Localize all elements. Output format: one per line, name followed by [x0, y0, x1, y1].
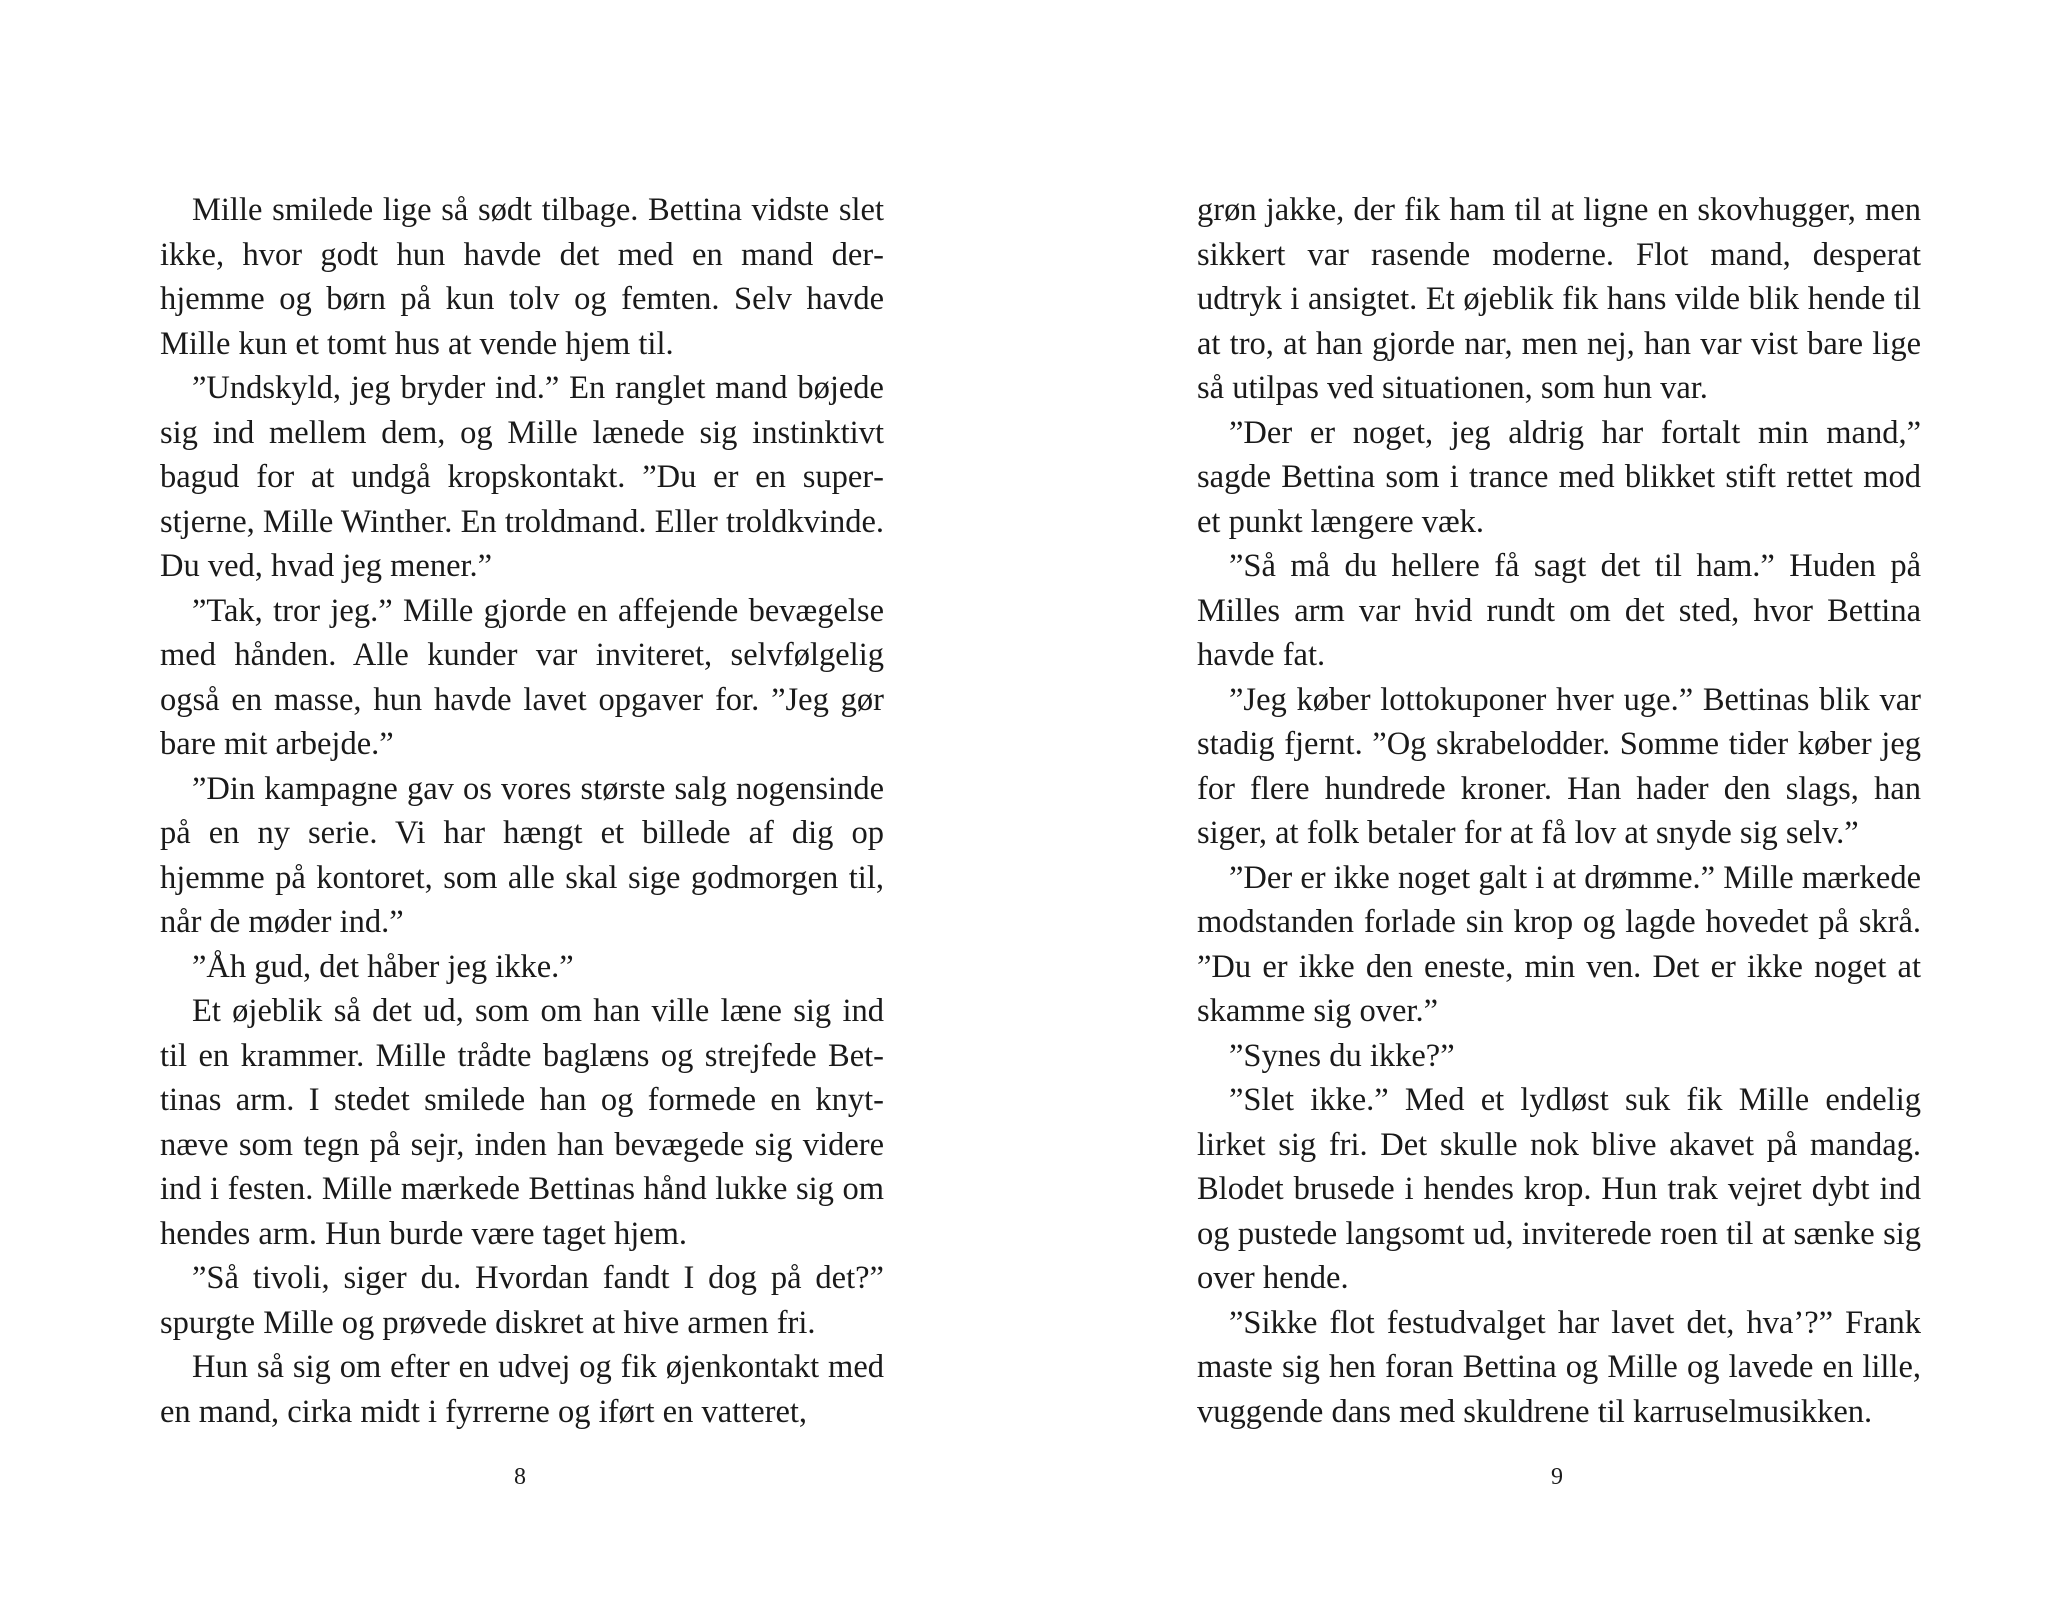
page-number-right: 9 — [1551, 1464, 1563, 1490]
right-page-text — [1197, 188, 1921, 1434]
right-page — [1031, 0, 2062, 1624]
paragraph: ”Der er ikke noget galt i at drømme.” Mille mærkede modstanden forlade sin krop og lagde hovedet på skrå. ”Du er ikke den eneste, min ven. Det er ikke noget at skamme sig over.” — [1197, 859, 1921, 1029]
paragraph: ”Der er noget, jeg aldrig har fortalt min mand,” sagde Bettina som i trance med blikket stift rettet mod et punkt længere væk. — [1197, 414, 1921, 540]
paragraph: ”Synes du ikke?” — [1229, 1037, 1455, 1074]
paragraph: ”Jeg køber lottokuponer hver uge.” Bettinas blik var stadig fjernt. ”Og skrabelodder. Somme tider køber jeg for flere hundrede kroner. Han hader den slags, han siger, at folk betaler for at få lov at snyde sig selv.” — [1197, 681, 1921, 851]
paragraph: ”Så må du hellere få sagt det til ham.” Huden på Milles arm var hvid rundt om det sted, hvor Bettina havde fat. — [1197, 548, 1921, 673]
paragraph: ”Sikke flot festudvalget har lavet det, hva’?” Frank maste sig hen foran Bettina og Mille og lavede en lille, vuggende dans med skuldrene til karruselmusikken. — [1197, 1304, 1921, 1430]
paragraph: ”Tak, tror jeg.” Mille gjorde en affejende bevægelse med hånden. Alle kunder var inviteret, selvfølgelig også en masse, hun havde lavet opgaver for. ”Jeg gør bare mit arbejde.” — [160, 592, 884, 762]
paragraph-continued: grøn jakke, der fik ham til at ligne en skovhugger, men sikkert var rasende moderne. Flot mand, desperat udtryk i ansigtet. Et øjeblik fik hans vilde blik hende til at tro, at han gjorde nar, men nej, han var vist bare lige så utilpas ved situationen, som hun var. — [1197, 192, 1921, 406]
paragraph: ”Slet ikke.” Med et lydløst suk fik Mille endelig lirket sig fri. Det skulle nok blive akavet på mandag. Blodet brusede i hendes krop. Hun trak vejret dybt ind og pustede langsomt ud, inviterede roen til at sænke sig over hende. — [1197, 1082, 1921, 1296]
paragraph: Et øjeblik så det ud, som om han ville læne sig ind til en krammer. Mille trådte baglæns og strejfede Bettinas arm. I stedet smilede han og formede en knytnæve som tegn på sejr, inden han bevægede sig videre ind i festen. Mille mærkede Bettinas hånd lukke sig om hendes arm. Hun burde være taget hjem. — [160, 993, 884, 1252]
paragraph: ”Åh gud, det håber jeg ikke.” — [192, 948, 574, 985]
left-page-text — [160, 188, 884, 1434]
paragraph: ”Din kampagne gav os vores største salg nogensinde på en ny serie. Vi har hængt et billede af dig op hjemme på kontoret, som alle skal sige godmorgen til, når de møder ind.” — [160, 770, 884, 940]
paragraph: Mille smilede lige så sødt tilbage. Bettina vidste slet ikke, hvor godt hun havde det med en mand derhjemme og børn på kun tolv og femten. Selv havde Mille kun et tomt hus at vende hjem til. — [160, 192, 884, 362]
paragraph: ”Så tivoli, siger du. Hvordan fandt I dog på det?” spurgte Mille og prøvede diskret at hive armen fri. — [160, 1260, 884, 1341]
paragraph: Hun så sig om efter en udvej og fik øjenkontakt med en mand, cirka midt i fyrrerne og iført en vatteret, — [160, 1349, 884, 1430]
page-number-left: 8 — [514, 1464, 526, 1490]
paragraph: ”Undskyld, jeg bryder ind.” En ranglet mand bøjede sig ind mellem dem, og Mille lænede sig instinktivt bagud for at undgå kropskontakt. ”Du er en superstjerne, Mille Winther. En troldmand. Eller troldkvinde. Du ved, hvad jeg mener.” — [160, 370, 884, 584]
